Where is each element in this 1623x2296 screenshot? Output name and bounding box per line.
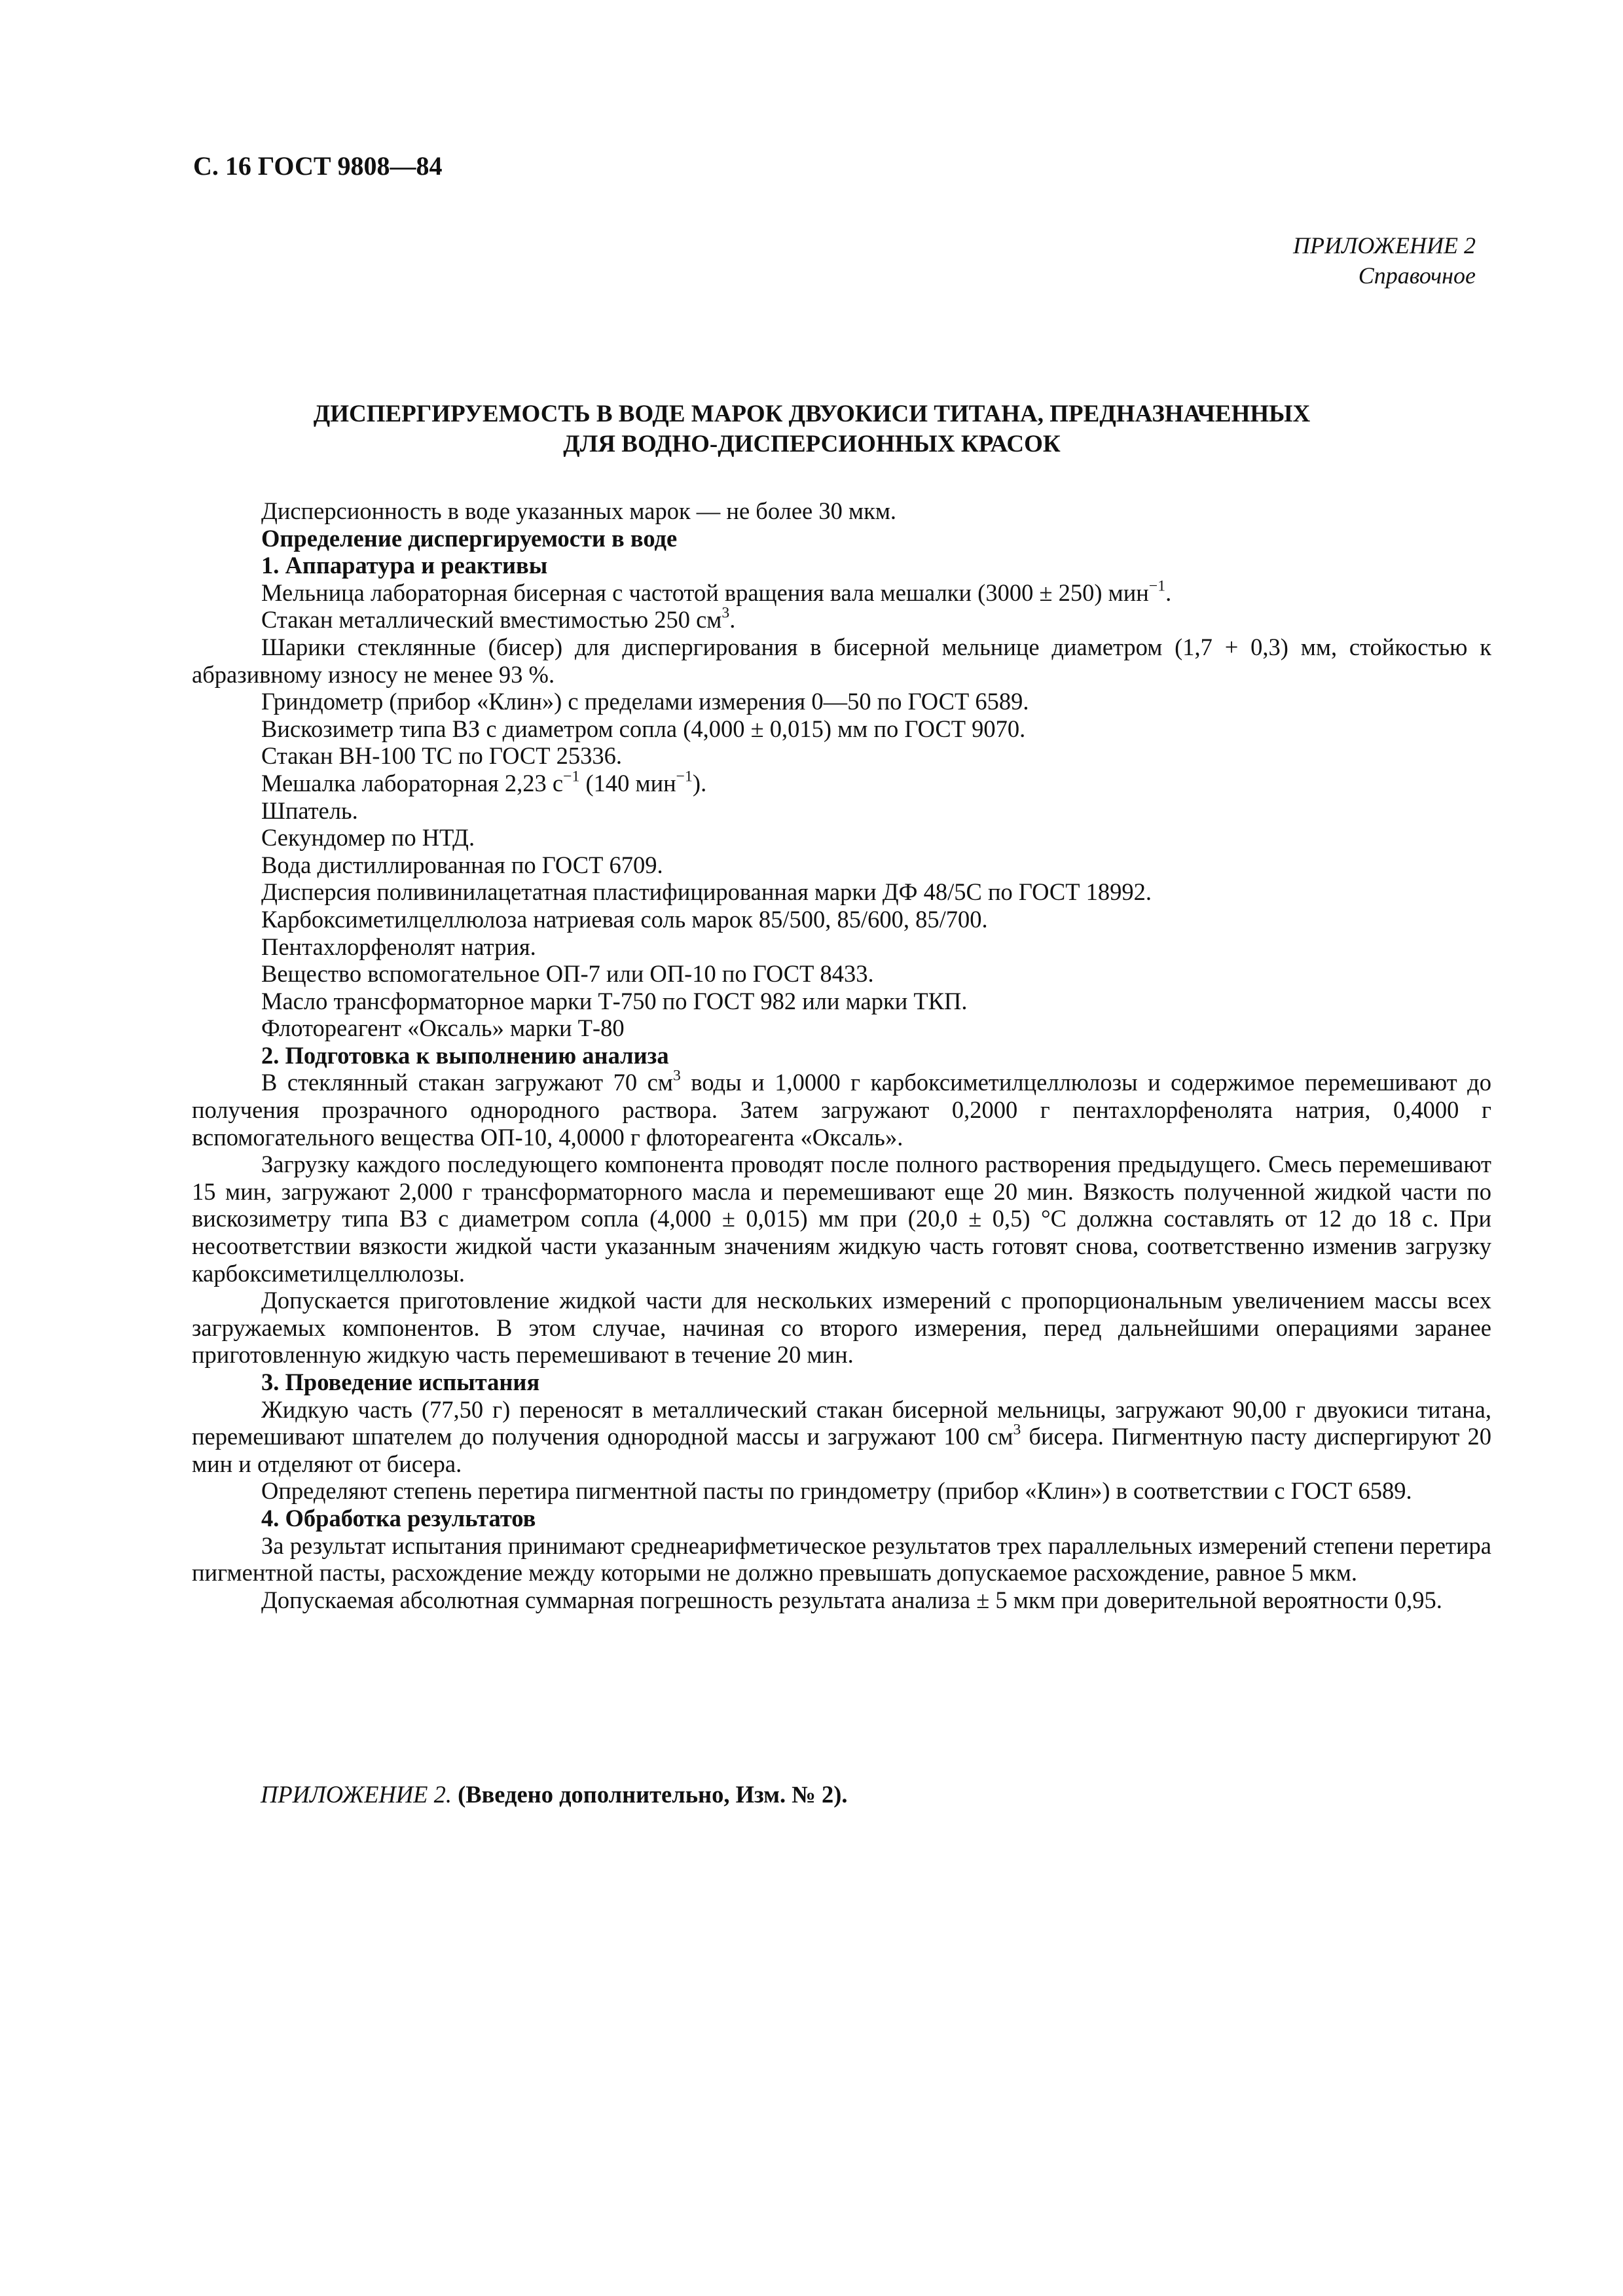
item-stopwatch: Секундомер по НТД. — [261, 824, 475, 852]
s2-p1-text: В стеклянный стакан загружают 70 см — [261, 1069, 673, 1096]
section-2-paragraph-3: Допускается приготовление жидкой части для нескольких измерений с пропорциональным увеличением массы всех загружаемых компонентов. В этом случае, начиная со второго измерения, перед дальнейшими операциями заранее приготовленную жидкую часть перемешивают в течение 20 мин. — [192, 1287, 1491, 1369]
item-glass-text: Стакан металлический вместимостью 250 см — [261, 606, 722, 634]
appendix-label: ПРИЛОЖЕНИЕ 2 — [1293, 232, 1476, 259]
item-stirrer — [192, 770, 1491, 797]
s2-p1-rest: воды и 1,0000 г карбоксиметилцеллюлозы и содержимое перемешивают до получения прозрачного однородного раствора. Затем загружают 0,2000 г пентахлорфенолята натрия, 0,4000 г вспомогательного вещества ОП-10, 4,0000 г флотореагента «Оксаль». — [192, 1069, 1491, 1151]
item-cmc: Карбоксиметилцеллюлоза натриевая соль марок 85/500, 85/600, 85/700. — [261, 905, 988, 933]
item-glass-end: . — [729, 606, 736, 634]
s2-p1-sup: 3 — [672, 1067, 681, 1085]
item-spatula: Шпатель. — [261, 797, 358, 824]
item-mill-text: Мельница лабораторная бисерная с частотой вращения вала мешалки (3000 ± 250) мин — [261, 579, 1149, 606]
item-viscometer: Вискозиметр типа ВЗ с диаметром сопла (4,000 ± 0,015) мм по ГОСТ 9070. — [261, 715, 1026, 742]
item-grindometer: Гриндометр (прибор «Клин») с пределами измерения 0—50 по ГОСТ 6589. — [261, 688, 1029, 715]
item-op: Вещество вспомогательное ОП-7 или ОП-10 по ГОСТ 8433. — [261, 960, 874, 988]
item-stirrer-mid: (140 мин — [579, 769, 676, 797]
item-beads: Шарики стеклянные (бисер) для диспергирования в бисерной мельнице диаметром (1,7 + 0,3) мм, стойкостью к абразивному износу не менее 93 %. — [192, 633, 1491, 688]
section-2-paragraph-2: Загрузку каждого последующего компонента проводят после полного растворения предыдущего. Смесь перемешивают 15 мин, загружают 2,000 г трансформаторного масла и перемешивают еще 20 мин. Вязкость полученной жидкой части по вискозиметру типа ВЗ с диаметром сопла (4,000 ± 0,015) мм при (20,0 ± 0,5) °С должна составлять от 12 до 18 с. При несоответствии вязкости жидкой части указанным значениям жидкую часть готовят снова, соответственно изменив загрузку карбоксиметилцеллюлозы. — [192, 1151, 1491, 1287]
item-water: Вода дистиллированная по ГОСТ 6709. — [261, 851, 663, 878]
s3-p1-rest: бисера. Пигментную пасту диспергируют 20 мин и отделяют от бисера. — [192, 1423, 1491, 1477]
section-4-heading: 4. Обработка результатов — [261, 1504, 536, 1532]
item-mill-sup: −1 — [1148, 577, 1166, 595]
page-header: С. 16 ГОСТ 9808—84 — [193, 151, 443, 181]
s3-p1-text: Жидкую часть (77,50 г) переносят в металлический стакан бисерной мельницы, загружают 90,00 г двуокиси титана, перемешивают шпателем до получения однородной массы и загружают 100 см — [192, 1395, 1491, 1450]
amendment-note — [261, 1780, 848, 1808]
item-oil: Масло трансформаторное марки Т-750 по ГОСТ 982 или марки ТКП. — [261, 987, 968, 1014]
section-3-heading: 3. Проведение испытания — [261, 1369, 540, 1395]
section-3-paragraph-1 — [192, 1396, 1491, 1478]
section-title: Определение диспергируемости в воде — [261, 524, 678, 552]
item-mill-end: . — [1165, 579, 1172, 606]
item-dispersion: Дисперсия поливинилацетатная пластифицированная марки ДФ 48/5С по ГОСТ 18992. — [261, 878, 1152, 906]
title-line-1: ДИСПЕРГИРУЕМОСТЬ В ВОДЕ МАРОК ДВУОКИСИ ТИТАНА, ПРЕДНАЗНАЧЕННЫХ — [313, 401, 1311, 427]
section-4-paragraph-1: За результат испытания принимают среднеарифметическое результатов трех параллельных измерений степени перетира пигментной пасты, расхождение между которыми не должно превышать допускаемое расхождение, равное 5 мкм. — [192, 1532, 1491, 1587]
section-2-heading: 2. Подготовка к выполнению анализа — [261, 1041, 669, 1069]
item-pcp: Пентахлорфенолят натрия. — [261, 933, 536, 960]
item-stirrer-sup-1: −1 — [563, 768, 580, 785]
amendment-text: (Введено дополнительно, Изм. № 2). — [451, 1781, 848, 1808]
item-beaker: Стакан ВН-100 ТС по ГОСТ 25336. — [261, 742, 623, 770]
item-stirrer-end: ). — [692, 769, 707, 797]
item-glass — [192, 606, 1491, 634]
item-mill — [192, 579, 1491, 607]
section-3-paragraph-2: Определяют степень перетира пигментной пасты по гриндометру (прибор «Клин») в соответствии с ГОСТ 6589. — [261, 1477, 1412, 1505]
s3-p1-sup: 3 — [1013, 1421, 1021, 1439]
section-2-paragraph-1 — [192, 1069, 1491, 1151]
appendix-block — [1293, 230, 1476, 291]
amendment-label: ПРИЛОЖЕНИЕ 2. — [261, 1781, 452, 1808]
item-flotation: Флотореагент «Оксаль» марки Т-80 — [261, 1014, 625, 1042]
appendix-type: Справочное — [1358, 262, 1476, 289]
section-4-paragraph-2: Допускаемая абсолютная суммарная погрешность результата анализа ± 5 мкм при доверительной вероятности 0,95. — [261, 1586, 1442, 1613]
document-title — [151, 399, 1473, 459]
item-glass-sup: 3 — [721, 604, 730, 622]
title-line-2: ДЛЯ ВОДНО-ДИСПЕРСИОННЫХ КРАСОК — [563, 431, 1061, 457]
intro-paragraph: Дисперсионность в воде указанных марок — не более 30 мкм. — [261, 497, 897, 524]
item-stirrer-sup-2: −1 — [676, 768, 693, 785]
item-stirrer-text: Мешалка лабораторная 2,23 с — [261, 769, 564, 797]
document-body — [192, 497, 1491, 1613]
section-1-heading: 1. Аппаратура и реактивы — [261, 552, 548, 579]
